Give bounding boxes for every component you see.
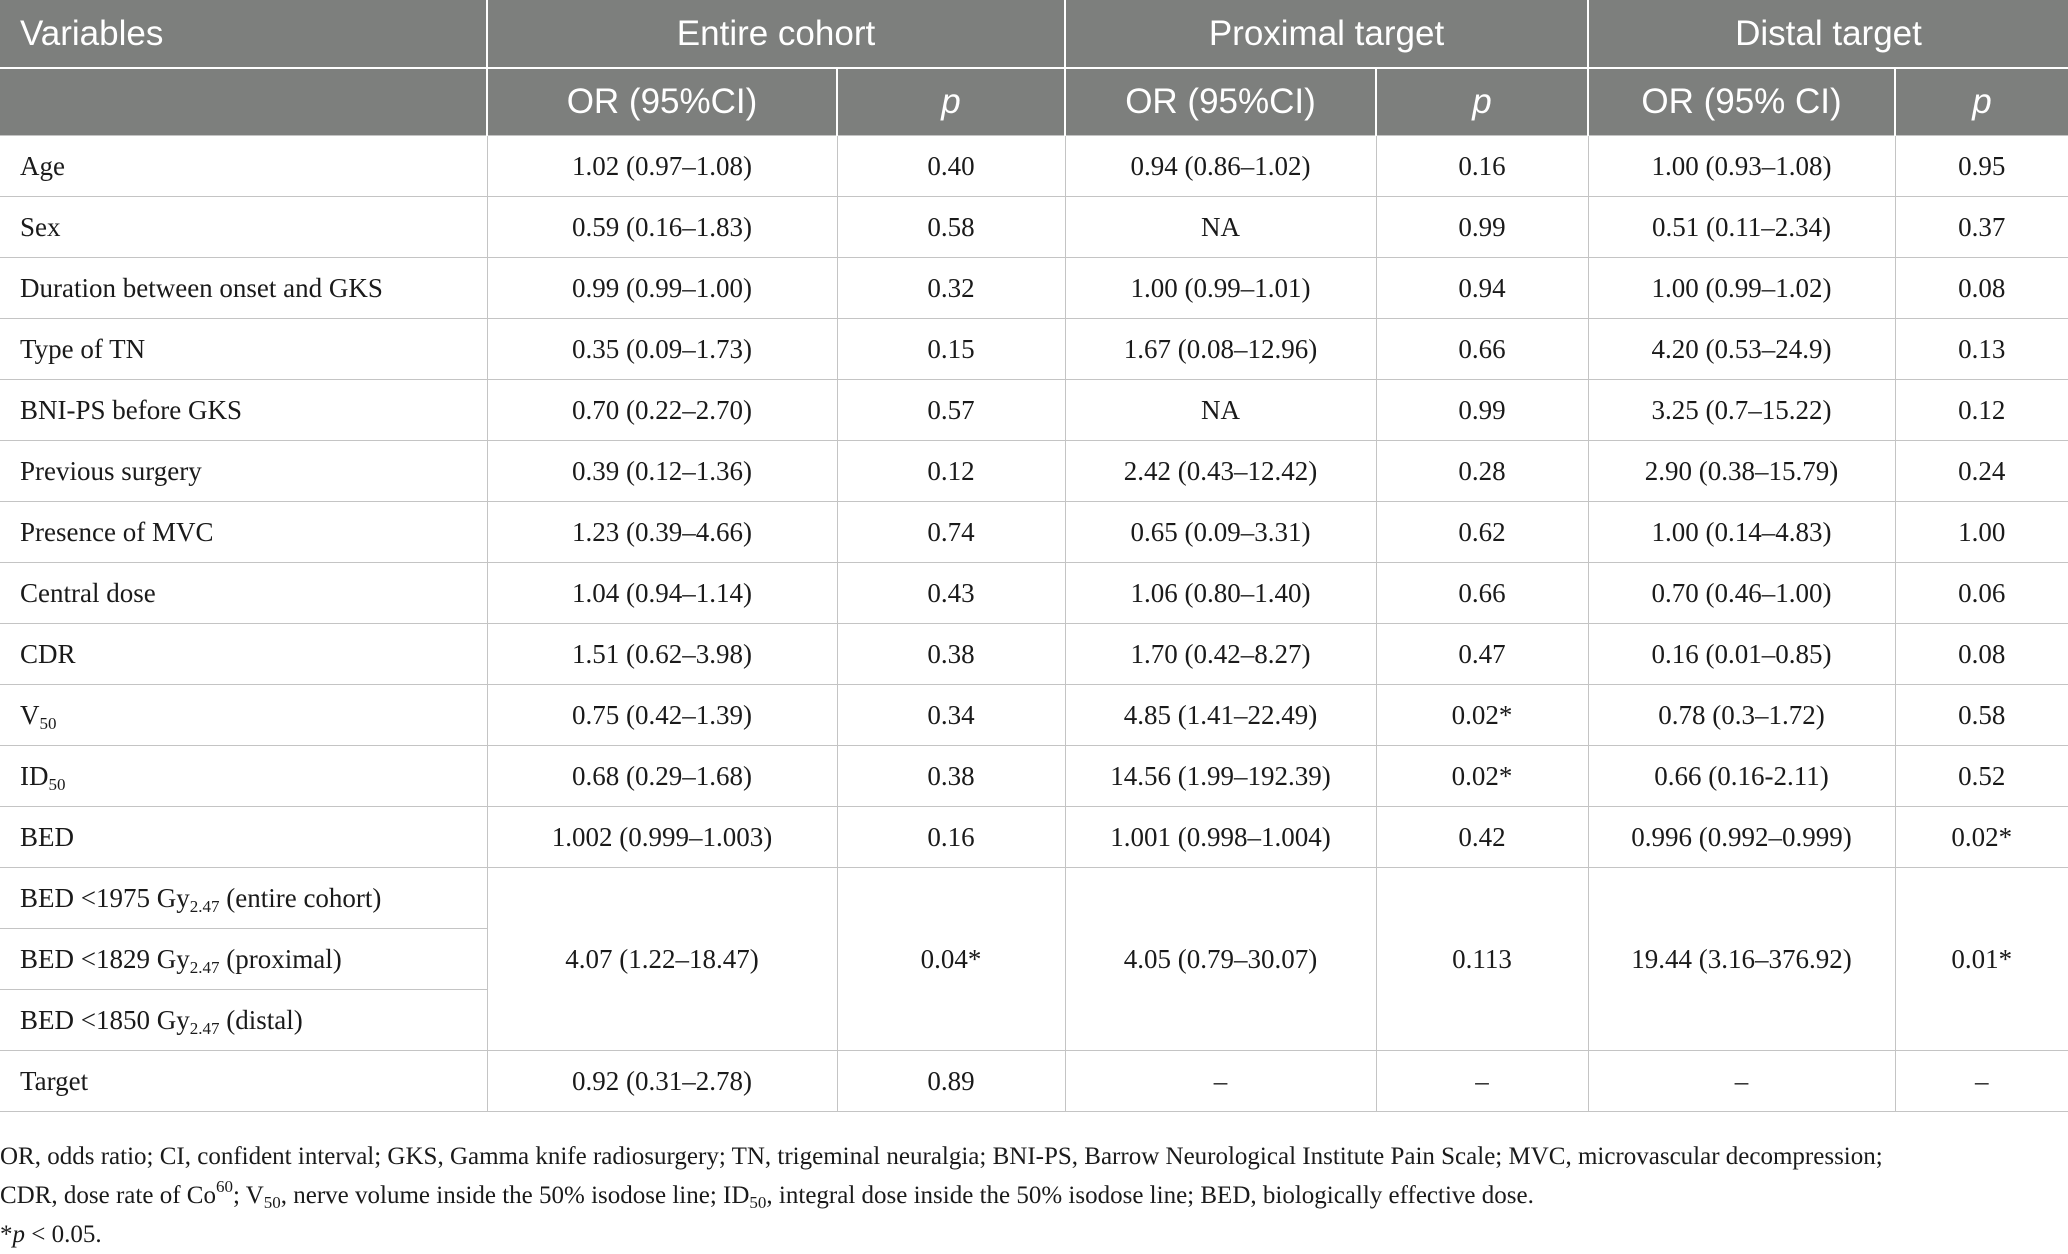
cell-or-entire: 1.23 (0.39–4.66) [487, 502, 837, 563]
cell-or-distal: 0.996 (0.992–0.999) [1588, 807, 1895, 868]
cell-or-proximal: 2.42 (0.43–12.42) [1065, 441, 1376, 502]
note-text: , nerve volume inside the 50% isodose line; ID [280, 1182, 750, 1209]
cell-p-entire: 0.32 [837, 258, 1065, 319]
cell-or-entire: 0.59 (0.16–1.83) [487, 197, 837, 258]
cell-p-distal: 0.08 [1895, 258, 2068, 319]
table-row [0, 136, 2068, 197]
row-label: CDR [0, 624, 487, 685]
cell-p-proximal: 0.99 [1376, 197, 1588, 258]
cell-p-proximal: 0.62 [1376, 502, 1588, 563]
cell-p-proximal: – [1376, 1051, 1588, 1112]
cell-or-proximal: 1.67 (0.08–12.96) [1065, 319, 1376, 380]
cell-or-distal: 3.25 (0.7–15.22) [1588, 380, 1895, 441]
row-label [0, 685, 487, 746]
cell-p-distal: 0.13 [1895, 319, 2068, 380]
cell-p-entire: 0.74 [837, 502, 1065, 563]
cell-or-entire: 1.002 (0.999–1.003) [487, 807, 837, 868]
cell-p-entire: 0.15 [837, 319, 1065, 380]
cell-or-entire: 1.02 (0.97–1.08) [487, 136, 837, 197]
table-row [0, 624, 2068, 685]
cell-p-entire: 0.16 [837, 807, 1065, 868]
subheader-or-distal: OR (95% CI) [1588, 68, 1895, 136]
cell-p-proximal: 0.99 [1376, 380, 1588, 441]
cell-p-proximal: 0.94 [1376, 258, 1588, 319]
note-superscript: 60 [215, 1177, 233, 1196]
row-label: Duration between onset and GKS [0, 258, 487, 319]
cell-or-proximal: 1.00 (0.99–1.01) [1065, 258, 1376, 319]
cell-p-distal: 0.12 [1895, 380, 2068, 441]
label-text: BED <1975 Gy [20, 882, 190, 913]
table-row [0, 319, 2068, 380]
note-text: CDR, dose rate of Co [0, 1182, 216, 1209]
cell-p-proximal: 0.66 [1376, 319, 1588, 380]
row-label: Age [0, 136, 487, 197]
cell-or-distal: 0.78 (0.3–1.72) [1588, 685, 1895, 746]
cell-or-entire: 0.68 (0.29–1.68) [487, 746, 837, 807]
cell-p-entire: 0.34 [837, 685, 1065, 746]
row-label [0, 746, 487, 807]
label-suffix: (entire cohort) [219, 882, 382, 913]
cell-p-proximal: 0.66 [1376, 563, 1588, 624]
cell-or-proximal: 1.70 (0.42–8.27) [1065, 624, 1376, 685]
note-threshold: < 0.05. [25, 1221, 102, 1248]
row-label: Central dose [0, 563, 487, 624]
header-blank [0, 68, 487, 136]
cell-or-proximal: 0.65 (0.09–3.31) [1065, 502, 1376, 563]
cell-or-distal: 1.00 (0.99–1.02) [1588, 258, 1895, 319]
cell-p-entire: 0.43 [837, 563, 1065, 624]
table-row [0, 746, 2068, 807]
note-p-symbol: p [12, 1221, 25, 1248]
table-row [0, 380, 2068, 441]
note-subscript: 50 [263, 1193, 281, 1212]
table-row [0, 807, 2068, 868]
cell-or-entire: 0.35 (0.09–1.73) [487, 319, 837, 380]
row-label-subscript: 50 [39, 713, 57, 733]
table-row [0, 258, 2068, 319]
row-label: BNI-PS before GKS [0, 380, 487, 441]
cell-or-entire: 0.39 (0.12–1.36) [487, 441, 837, 502]
footnote-abbreviations-1: OR, odds ratio; CI, confident interval; GKS, Gamma knife radiosurgery; TN, trigeminal neuralgia; BNI-PS, Barrow Neurological Institute Pain Scale; MVC, microvascular decompression; [0, 1143, 1883, 1170]
cell-p-entire: 0.57 [837, 380, 1065, 441]
cell-p-proximal: 0.113 [1376, 868, 1588, 1051]
table-row [0, 502, 2068, 563]
row-label-main: ID [20, 760, 49, 791]
note-text: , integral dose inside the 50% isodose line; BED, biologically effective dose. [766, 1182, 1534, 1209]
table-row-target [0, 1051, 2068, 1112]
header-row-groups [0, 0, 2068, 68]
cell-or-distal: 0.16 (0.01–0.85) [1588, 624, 1895, 685]
label-text: BED <1850 Gy [20, 1004, 190, 1035]
row-label: Sex [0, 197, 487, 258]
cell-p-distal: 0.37 [1895, 197, 2068, 258]
note-asterisk: * [0, 1221, 13, 1248]
subheader-p-entire: p [837, 68, 1065, 136]
cell-or-distal: 0.66 (0.16-2.11) [1588, 746, 1895, 807]
cell-p-entire: 0.38 [837, 624, 1065, 685]
cell-or-distal: 4.20 (0.53–24.9) [1588, 319, 1895, 380]
cell-or-entire: 0.70 (0.22–2.70) [487, 380, 837, 441]
row-label-subscript: 50 [48, 774, 66, 794]
cell-p-entire: 0.38 [837, 746, 1065, 807]
row-label [0, 868, 487, 929]
subheader-p-proximal: p [1376, 68, 1588, 136]
cell-or-proximal: NA [1065, 380, 1376, 441]
cell-p-entire: 0.40 [837, 136, 1065, 197]
cell-or-proximal: 1.06 (0.80–1.40) [1065, 563, 1376, 624]
cell-or-proximal: NA [1065, 197, 1376, 258]
cell-p-distal: 0.24 [1895, 441, 2068, 502]
cell-or-distal: 1.00 (0.14–4.83) [1588, 502, 1895, 563]
cell-or-distal: 19.44 (3.16–376.92) [1588, 868, 1895, 1051]
cell-p-distal: 0.58 [1895, 685, 2068, 746]
header-proximal-target: Proximal target [1065, 0, 1588, 68]
row-label: BED [0, 807, 487, 868]
cell-p-entire: 0.58 [837, 197, 1065, 258]
label-text: BED <1829 Gy [20, 943, 190, 974]
cell-or-entire: 1.51 (0.62–3.98) [487, 624, 837, 685]
note-text: ; V [232, 1182, 264, 1209]
row-label: Type of TN [0, 319, 487, 380]
cell-or-entire: 0.92 (0.31–2.78) [487, 1051, 837, 1112]
subheader-or-entire: OR (95%CI) [487, 68, 837, 136]
subheader-p-distal: p [1895, 68, 2068, 136]
table-row [0, 563, 2068, 624]
cell-or-entire: 0.75 (0.42–1.39) [487, 685, 837, 746]
cell-p-distal: 0.08 [1895, 624, 2068, 685]
cell-p-distal: 0.52 [1895, 746, 2068, 807]
cell-or-distal: 1.00 (0.93–1.08) [1588, 136, 1895, 197]
row-label [0, 990, 487, 1051]
cell-p-proximal: 0.42 [1376, 807, 1588, 868]
table-body [0, 136, 2068, 1112]
header-distal-target: Distal target [1588, 0, 2068, 68]
cell-p-distal: 0.01* [1895, 868, 2068, 1051]
footnote-significance [0, 1215, 2060, 1254]
cell-or-proximal: 4.05 (0.79–30.07) [1065, 868, 1376, 1051]
label-subscript: 2.47 [189, 896, 220, 916]
cell-p-proximal: 0.02* [1376, 746, 1588, 807]
footnote-abbreviations-2 [0, 1176, 2060, 1215]
cell-or-distal: 0.51 (0.11–2.34) [1588, 197, 1895, 258]
cell-p-proximal: 0.47 [1376, 624, 1588, 685]
label-subscript: 2.47 [189, 1018, 220, 1038]
table-row-bed-threshold [0, 868, 2068, 929]
cell-p-distal: 1.00 [1895, 502, 2068, 563]
cell-p-distal: 0.95 [1895, 136, 2068, 197]
cell-p-entire: 0.04* [837, 868, 1065, 1051]
label-suffix: (distal) [219, 1004, 303, 1035]
table-row [0, 197, 2068, 258]
cell-p-distal: 0.02* [1895, 807, 2068, 868]
cell-or-proximal: 0.94 (0.86–1.02) [1065, 136, 1376, 197]
cell-p-distal: 0.06 [1895, 563, 2068, 624]
row-label: Target [0, 1051, 487, 1112]
cell-or-distal: 2.90 (0.38–15.79) [1588, 441, 1895, 502]
header-row-subheaders [0, 68, 2068, 136]
subheader-or-proximal: OR (95%CI) [1065, 68, 1376, 136]
row-label: Previous surgery [0, 441, 487, 502]
cell-or-distal: 0.70 (0.46–1.00) [1588, 563, 1895, 624]
cell-or-proximal: – [1065, 1051, 1376, 1112]
cell-p-proximal: 0.02* [1376, 685, 1588, 746]
cell-p-distal: – [1895, 1051, 2068, 1112]
cell-or-entire: 1.04 (0.94–1.14) [487, 563, 837, 624]
cell-or-proximal: 1.001 (0.998–1.004) [1065, 807, 1376, 868]
header-entire-cohort: Entire cohort [487, 0, 1065, 68]
cell-or-distal: – [1588, 1051, 1895, 1112]
cell-or-proximal: 14.56 (1.99–192.39) [1065, 746, 1376, 807]
cell-p-proximal: 0.16 [1376, 136, 1588, 197]
header-variables: Variables [0, 0, 487, 68]
cell-or-entire: 0.99 (0.99–1.00) [487, 258, 837, 319]
row-label [0, 929, 487, 990]
row-label: Presence of MVC [0, 502, 487, 563]
cell-or-proximal: 4.85 (1.41–22.49) [1065, 685, 1376, 746]
cell-or-entire: 4.07 (1.22–18.47) [487, 868, 837, 1051]
cell-p-proximal: 0.28 [1376, 441, 1588, 502]
table-footnotes [0, 1137, 2060, 1254]
row-label-main: V [20, 699, 40, 730]
table-row [0, 685, 2068, 746]
cell-p-entire: 0.12 [837, 441, 1065, 502]
note-subscript: 50 [749, 1193, 767, 1212]
table-row [0, 441, 2068, 502]
label-suffix: (proximal) [219, 943, 342, 974]
label-subscript: 2.47 [189, 957, 220, 977]
cell-p-entire: 0.89 [837, 1051, 1065, 1112]
